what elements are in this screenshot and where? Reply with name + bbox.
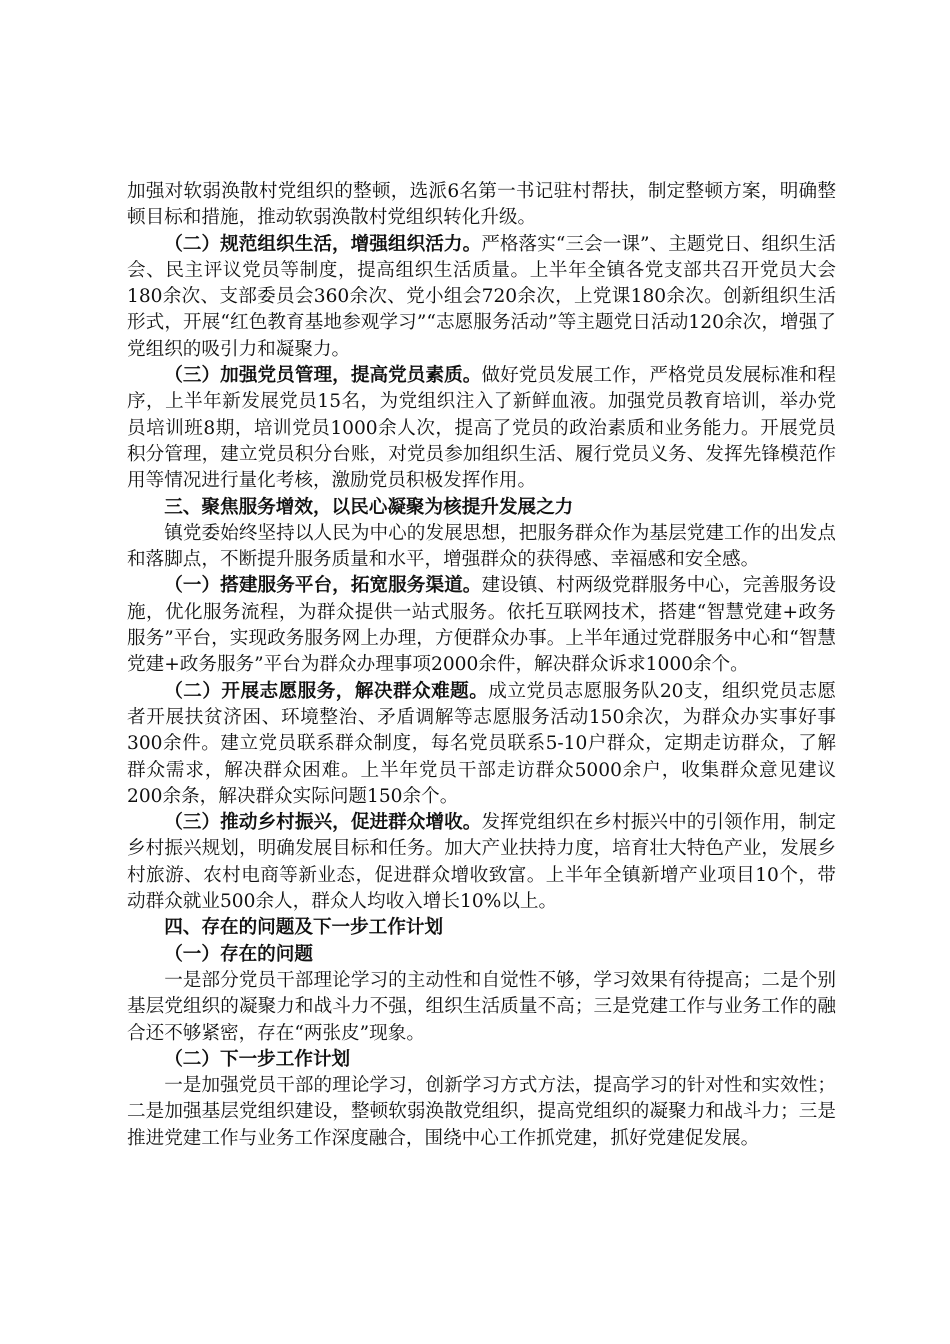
paragraph-body: 严格落实“三会一课”、主题党日、组织生活会、民主评议党员等制度，提高组织生活质量。上半年全镇各党支部共召开党员大会180余次、支部委员会360余次、党小组会720余次，上党课180余次。创新组织生活形式，开展“红色教育基地参观学习”“志愿服务活动”等主题党日活动120余次，增强了党组织的吸引力和凝聚力。: [127, 233, 836, 360]
paragraph-body: 成立党员志愿服务队20支，组织党员志愿者开展扶贫济困、环境整治、矛盾调解等志愿服务活动150余次，为群众办实事好事300余件。建立党员联系群众制度，每名党员联系5-10户群众，定期走访群众，了解群众需求，解决群众困难。上半年党员干部走访群众5000余户，收集群众意见建议200余条，解决群众实际问题150余个。: [127, 680, 836, 807]
paragraph-lead: （三）加强党员管理，提高党员素质。: [164, 365, 482, 387]
section-heading: 四、存在的问题及下一步工作计划: [164, 917, 444, 939]
paragraph-body: 建设镇、村两级党群服务中心，完善服务设施，优化服务流程，为群众提供一站式服务。依托互联网技术，搭建“智慧党建+政务服务”平台，实现政务服务网上办理，方便群众办事。上半年通过党群服务中心和“智慧党建+政务服务”平台为群众办理事项2000余件，解决群众诉求1000余个。: [127, 575, 836, 676]
paragraph-body: 做好党员发展工作，严格党员发展标准和程序，上半年新发展党员15名，为党组织注入了新鲜血液。加强党员教育培训，举办党员培训班8期，培训党员1000余人次，提高了党员的政治素质和业务能力。开展党员积分管理，建立党员积分台账，对党员参加组织生活、履行党员义务、发挥先锋模范作用等情况进行量化考核，激励党员积极发挥作用。: [127, 365, 836, 492]
section-heading: 三、聚焦服务增效，以民心凝聚为核提升发展之力: [164, 496, 574, 518]
paragraph: [127, 679, 836, 810]
paragraph: [127, 810, 836, 915]
paragraph: [127, 573, 836, 678]
paragraph-lead: （二）规范组织生活，增强组织活力。: [164, 233, 482, 255]
paragraph: [127, 232, 836, 363]
paragraph-lead: （一）搭建服务平台，拓宽服务渠道。: [164, 575, 482, 597]
subsection-heading: （一）存在的问题: [164, 943, 313, 965]
paragraph: 一是部分党员干部理论学习的主动性和自觉性不够，学习效果有待提高；二是个别基层党组织的凝聚力和战斗力不强，组织生活质量不高；三是党建工作与业务工作的融合还不够紧密，存在“两张皮”现象。: [127, 969, 836, 1044]
paragraph-lead: （二）开展志愿服务，解决群众难题。: [164, 680, 489, 702]
paragraph-body: 发挥党组织在乡村振兴中的引领作用，制定乡村振兴规划，明确发展目标和任务。加大产业扶持力度，培育壮大特色产业，发展乡村旅游、农村电商等新业态，促进群众增收致富。上半年全镇新增产业项目10个，带动群众就业500余人，群众人均收入增长10%以上。: [127, 812, 836, 913]
document-page: [127, 179, 836, 1152]
paragraph: 一是加强党员干部的理论学习，创新学习方式方法，提高学习的针对性和实效性；二是加强基层党组织建设，整顿软弱涣散党组织，提高党组织的凝聚力和战斗力；三是推进党建工作与业务工作深度融合，围绕中心工作抓党建，抓好党建促发展。: [127, 1075, 836, 1149]
subsection-heading: （二）下一步工作计划: [164, 1048, 351, 1070]
paragraph: 镇党委始终坚持以人民为中心的发展思想，把服务群众作为基层党建工作的出发点和落脚点，不断提升服务质量和水平，增强群众的获得感、幸福感和安全感。: [127, 522, 836, 571]
paragraph: 加强对软弱涣散村党组织的整顿，选派6名第一书记驻村帮扶，制定整顿方案，明确整顿目标和措施，推动软弱涣散村党组织转化升级。: [127, 181, 836, 229]
paragraph: [127, 363, 836, 494]
paragraph-lead: （三）推动乡村振兴，促进群众增收。: [164, 812, 482, 834]
